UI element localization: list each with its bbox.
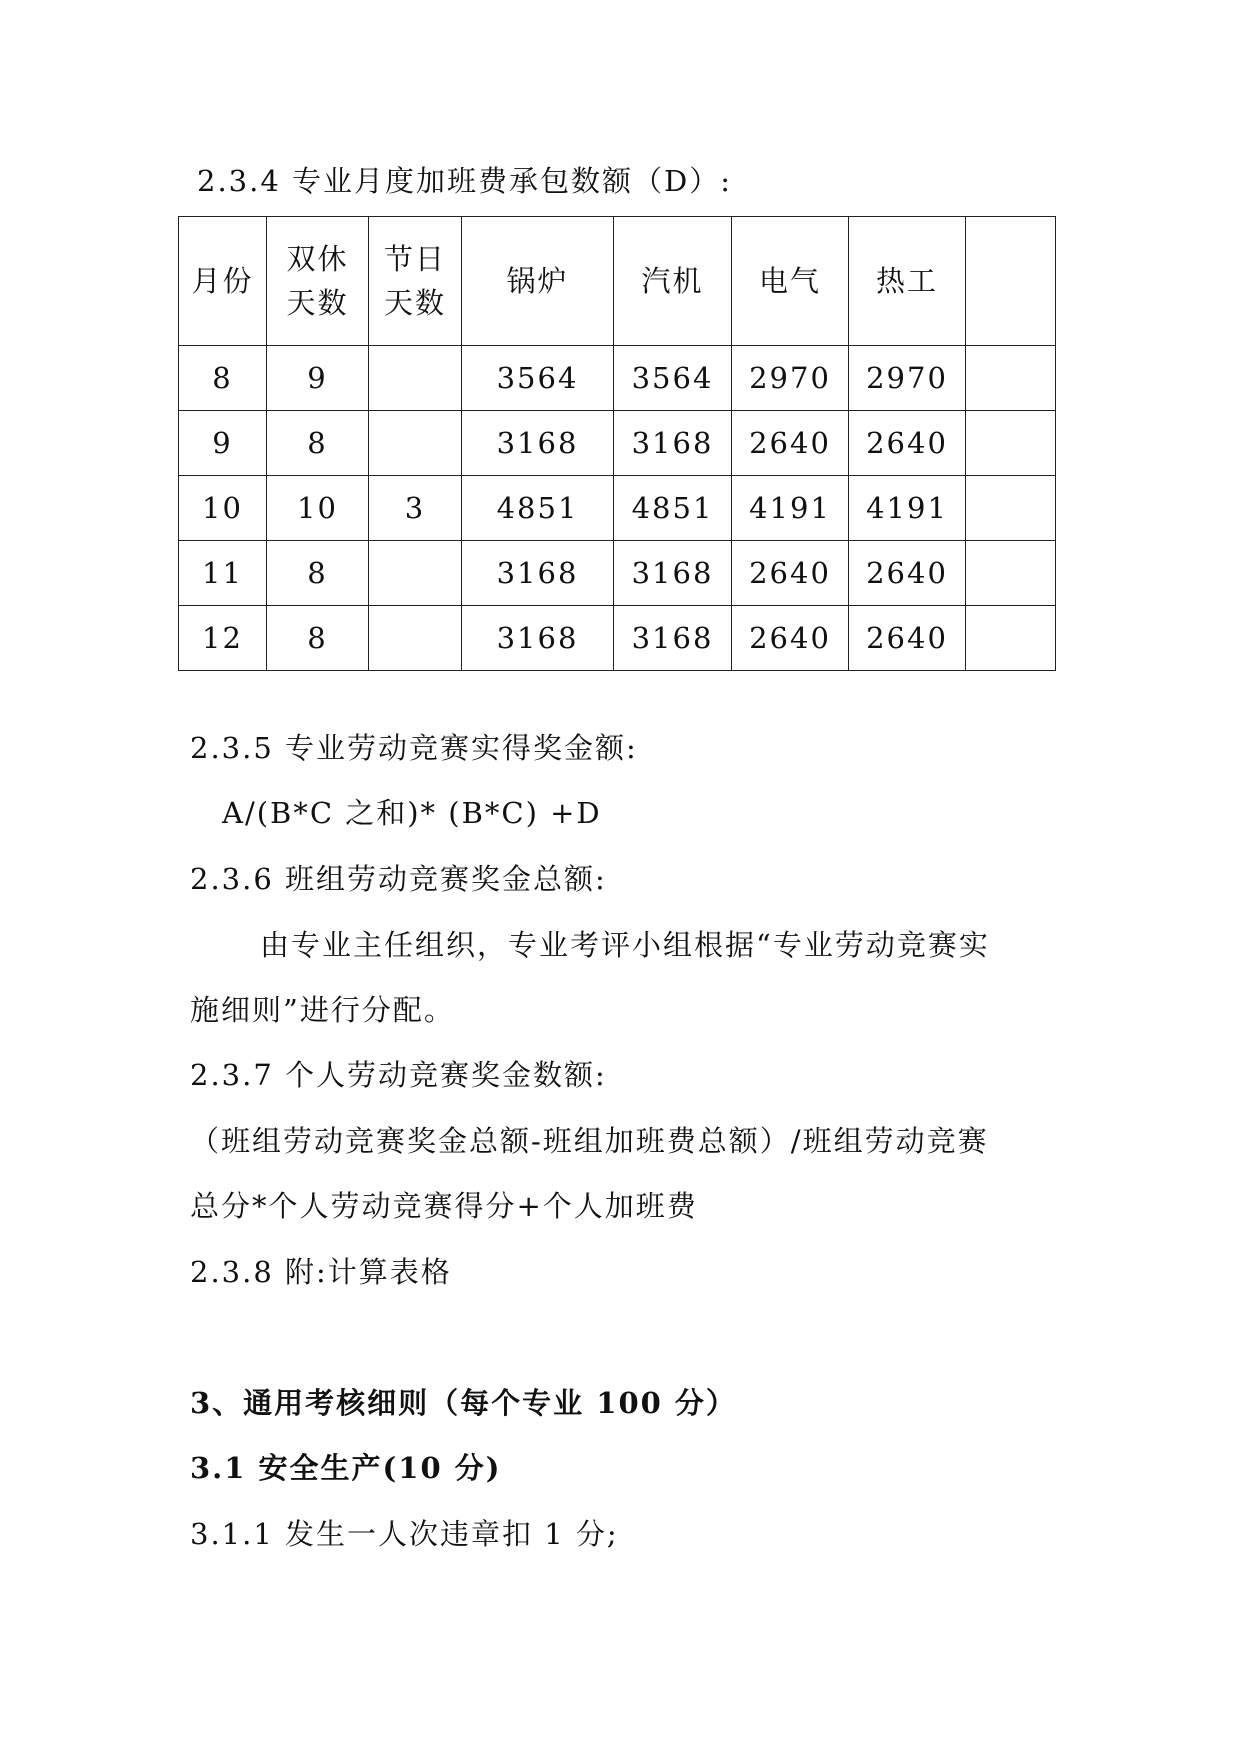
cell-blank [966, 541, 1056, 606]
section-2-3-8-heading: 2.3.8 附:计算表格 [190, 1255, 452, 1289]
cell-electrical: 4191 [732, 476, 849, 541]
cell-month: 12 [179, 606, 267, 671]
cell-boiler: 4851 [462, 476, 614, 541]
table-row [179, 411, 1056, 476]
cell-turbine: 3564 [614, 346, 732, 411]
table-row [179, 476, 1056, 541]
section-2-3-6-heading: 2.3.6 班组劳动竞赛奖金总额: [190, 862, 607, 896]
cell-electrical: 2640 [732, 541, 849, 606]
cell-month: 11 [179, 541, 267, 606]
section-2-3-7-body-line2: 总分*个人劳动竞赛得分+个人加班费 [190, 1189, 698, 1223]
cell-weekend: 8 [267, 541, 369, 606]
cell-thermal: 2970 [849, 346, 966, 411]
cell-holiday [369, 346, 462, 411]
cell-weekend: 10 [267, 476, 369, 541]
overtime-allowance-table [178, 216, 1056, 671]
section-3-heading: 3、通用考核细则（每个专业 100 分） [190, 1386, 737, 1420]
header-blank [966, 217, 1056, 346]
header-thermal: 热工 [849, 217, 966, 346]
section-2-3-6-body-line2: 施细则”进行分配。 [190, 993, 455, 1027]
table-row [179, 541, 1056, 606]
cell-thermal: 2640 [849, 411, 966, 476]
cell-blank [966, 606, 1056, 671]
cell-holiday: 3 [369, 476, 462, 541]
cell-turbine: 3168 [614, 606, 732, 671]
cell-blank [966, 411, 1056, 476]
cell-electrical: 2640 [732, 411, 849, 476]
cell-weekend: 8 [267, 606, 369, 671]
section-2-3-4-heading: 2.3.4 专业月度加班费承包数额（D）: [197, 164, 733, 198]
header-month: 月份 [179, 217, 267, 346]
section-2-3-5-heading: 2.3.5 专业劳动竞赛实得奖金额: [190, 731, 638, 765]
cell-boiler: 3564 [462, 346, 614, 411]
section-2-3-5-formula: A/(B*C 之和)* (B*C) +D [222, 796, 602, 830]
cell-blank [966, 476, 1056, 541]
header-turbine: 汽机 [614, 217, 732, 346]
cell-holiday [369, 411, 462, 476]
section-2-3-7-body-line1: （班组劳动竞赛奖金总额-班组加班费总额）/班组劳动竞赛 [190, 1124, 989, 1158]
cell-thermal: 2640 [849, 606, 966, 671]
cell-weekend: 8 [267, 411, 369, 476]
section-3-1-1-heading: 3.1.1 发生一人次违章扣 1 分; [190, 1517, 619, 1551]
cell-weekend: 9 [267, 346, 369, 411]
cell-holiday [369, 541, 462, 606]
header-electrical: 电气 [732, 217, 849, 346]
table-row [179, 346, 1056, 411]
cell-blank [966, 346, 1056, 411]
cell-holiday [369, 606, 462, 671]
section-2-3-7-heading: 2.3.7 个人劳动竞赛奖金数额: [190, 1058, 607, 1092]
cell-month: 10 [179, 476, 267, 541]
header-weekend-days: 双休 天数 [267, 217, 369, 346]
section-3-1-heading: 3.1 安全生产(10 分) [190, 1451, 502, 1485]
cell-turbine: 4851 [614, 476, 732, 541]
cell-electrical: 2970 [732, 346, 849, 411]
cell-electrical: 2640 [732, 606, 849, 671]
header-holiday-days: 节日 天数 [369, 217, 462, 346]
cell-month: 8 [179, 346, 267, 411]
cell-month: 9 [179, 411, 267, 476]
table-row [179, 606, 1056, 671]
cell-boiler: 3168 [462, 411, 614, 476]
cell-thermal: 4191 [849, 476, 966, 541]
cell-boiler: 3168 [462, 541, 614, 606]
table-header-row [179, 217, 1056, 346]
header-boiler: 锅炉 [462, 217, 614, 346]
cell-turbine: 3168 [614, 541, 732, 606]
cell-thermal: 2640 [849, 541, 966, 606]
cell-turbine: 3168 [614, 411, 732, 476]
section-2-3-6-body-line1: 由专业主任组织，专业考评小组根据“专业劳动竞赛实 [260, 928, 990, 962]
cell-boiler: 3168 [462, 606, 614, 671]
